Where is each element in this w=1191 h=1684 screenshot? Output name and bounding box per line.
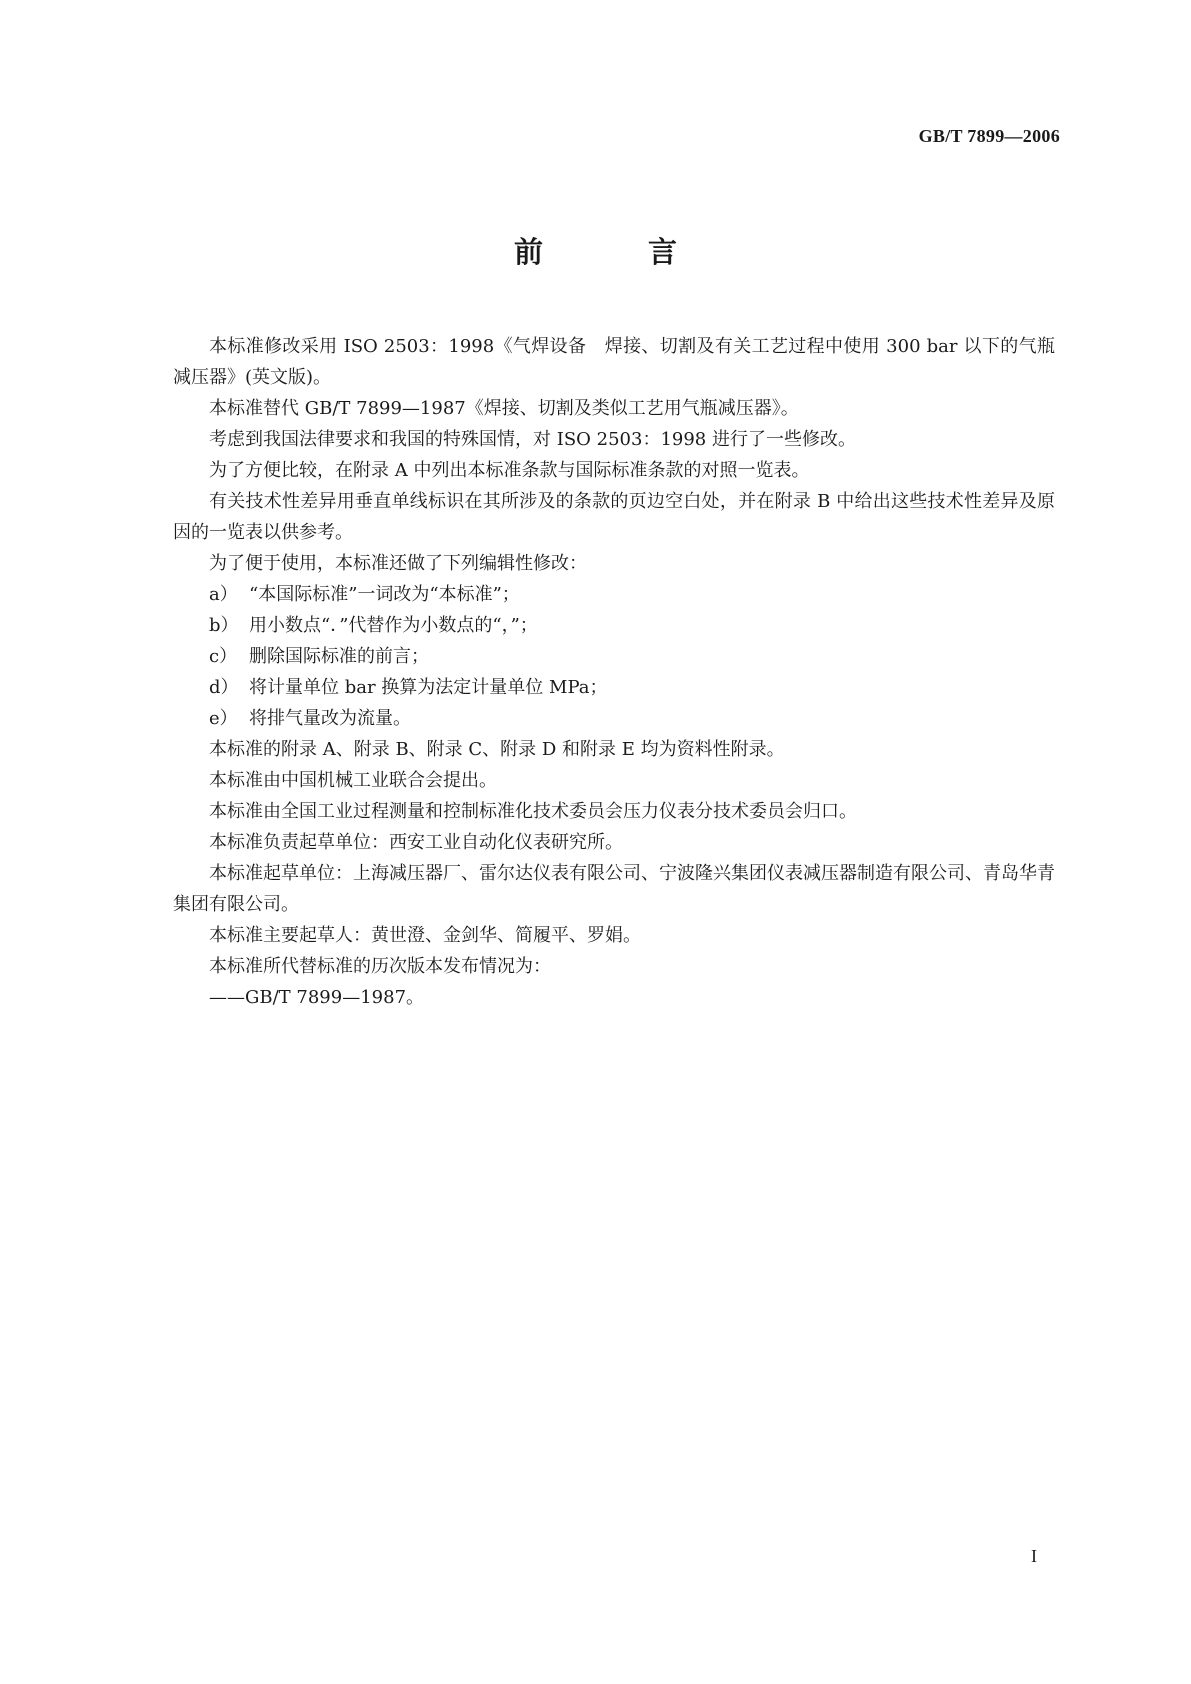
list-marker: a） — [209, 584, 238, 605]
paragraph-centralized-by: 本标准由全国工业过程测量和控制标准化技术委员会压力仪表分技术委员会归口。 — [209, 801, 857, 822]
paragraph-replaces: 本标准替代 GB/T 7899—1987《焊接、切割及类似工艺用气瓶减压器》。 — [209, 398, 799, 419]
paragraph-editorial-intro: 为了便于使用，本标准还做了下列编辑性修改： — [209, 553, 587, 574]
paragraph-annexes: 本标准的附录 A、附录 B、附录 C、附录 D 和附录 E 均为资料性附录。 — [209, 739, 785, 760]
paragraph-history-intro: 本标准所代替标准的历次版本发布情况为： — [209, 956, 551, 977]
list-marker: d） — [209, 677, 239, 698]
paragraph-responsible-unit: 本标准负责起草单位：西安工业自动化仪表研究所。 — [209, 832, 623, 853]
paragraph-technical-differences: 有关技术性差异用垂直单线标识在其所涉及的条款的页边空白处，并在附录 B 中给出这些技术性差异及原因的一览表以供参考。 — [173, 491, 1055, 543]
list-item — [173, 703, 1055, 734]
list-item — [173, 641, 1055, 672]
page-number: I — [1031, 1546, 1037, 1566]
list-item — [173, 672, 1055, 703]
paragraph-adoption: 本标准修改采用 ISO 2503：1998《气焊设备 焊接、切割及有关工艺过程中使用 300 bar 以下的气瓶减压器》(英文版)。 — [173, 336, 1055, 388]
list-item-text: 删除国际标准的前言； — [249, 646, 429, 667]
list-item-text: 将排气量改为流量。 — [249, 708, 411, 729]
document-code: GB/T 7899—2006 — [918, 126, 1060, 146]
list-item-text: 用小数点“．”代替作为小数点的“，”； — [249, 615, 538, 636]
paragraph-annex-a: 为了方便比较，在附录 A 中列出本标准条款与国际标准条款的对照一览表。 — [209, 460, 810, 481]
list-marker: c） — [209, 646, 238, 667]
paragraph-modifications: 考虑到我国法律要求和我国的特殊国情，对 ISO 2503：1998 进行了一些修改。 — [209, 429, 856, 450]
list-marker: e） — [209, 708, 238, 729]
paragraph-history-item: ——GB/T 7899—1987。 — [209, 987, 425, 1008]
list-marker: b） — [209, 615, 239, 636]
page-title: 前 言 — [513, 235, 715, 269]
foreword-body — [173, 331, 1055, 1013]
paragraph-drafters: 本标准主要起草人：黄世澄、金剑华、简履平、罗娟。 — [209, 925, 641, 946]
list-item — [173, 579, 1055, 610]
list-item — [173, 610, 1055, 641]
list-item-text: 将计量单位 bar 换算为法定计量单位 MPa； — [249, 677, 608, 698]
paragraph-drafting-units: 本标准起草单位：上海减压器厂、雷尔达仪表有限公司、宁波隆兴集团仪表减压器制造有限公司、青岛华青集团有限公司。 — [173, 863, 1055, 915]
paragraph-proposed-by: 本标准由中国机械工业联合会提出。 — [209, 770, 497, 791]
list-item-text: “本国际标准”一词改为“本标准”； — [249, 584, 520, 605]
